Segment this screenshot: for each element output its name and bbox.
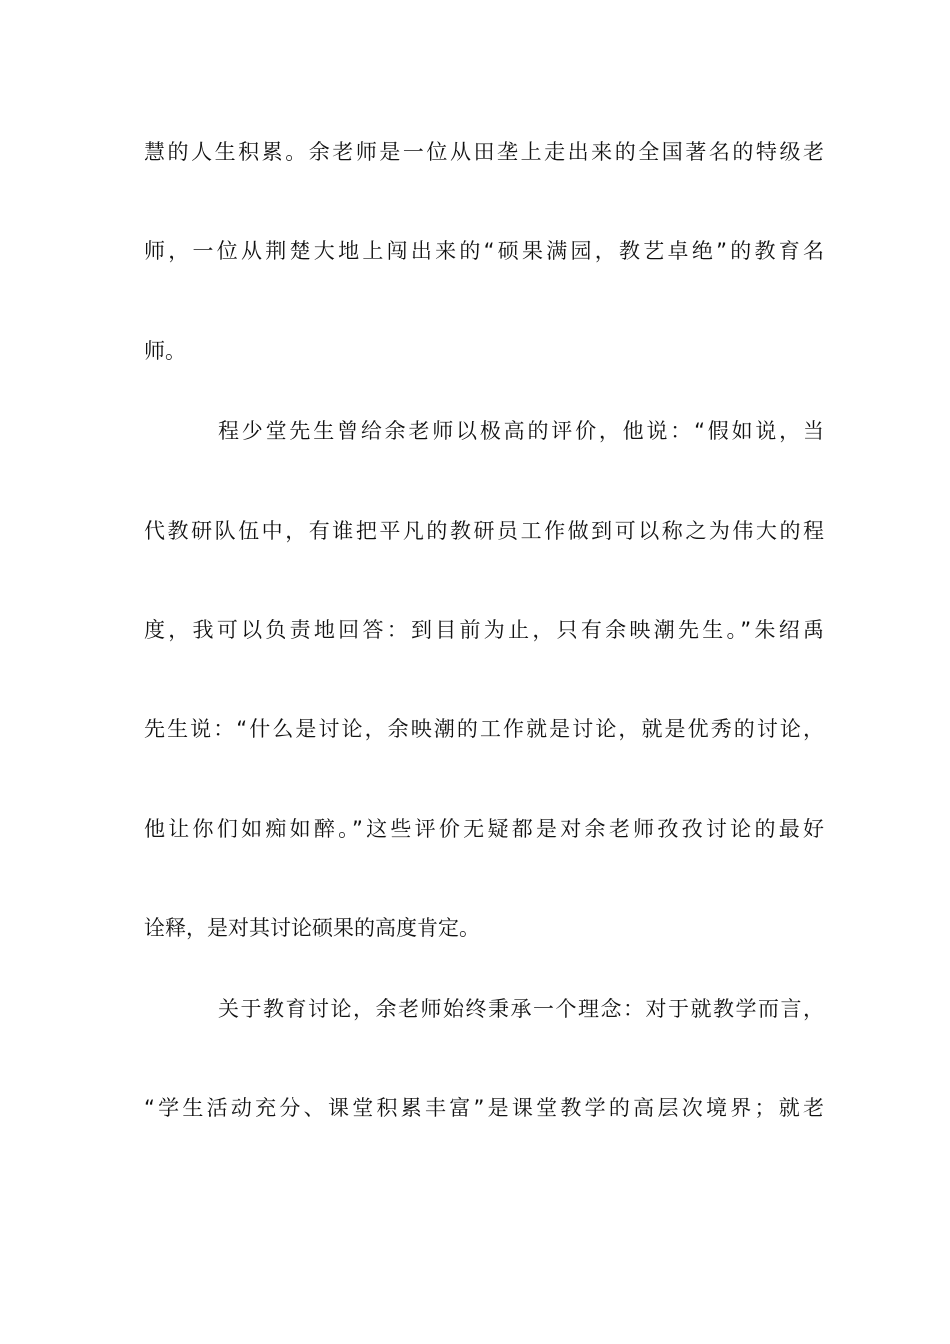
text-line-10: 关于教育讨论，余老师始终秉承一个理念：对于就教学而言， — [218, 997, 824, 1021]
text-line-5: 代教研队伍中，有谁把平凡的教研员工作做到可以称之为伟大的程 — [144, 519, 824, 543]
text-line-3: 师。 — [144, 339, 186, 363]
text-line-8: 他让你们如痴如醉。”这些评价无疑都是对余老师孜孜讨论的最好 — [144, 817, 824, 841]
text-line-2: 师，一位从荆楚大地上闯出来的“硕果满园，教艺卓绝”的教育名 — [144, 239, 824, 263]
text-line-7: 先生说：“什么是讨论，余映潮的工作就是讨论，就是优秀的讨论， — [144, 717, 824, 741]
text-line-1: 慧的人生积累。余老师是一位从田垄上走出来的全国著名的特级老 — [144, 140, 824, 164]
text-line-4: 程少堂先生曾给余老师以极高的评价，他说：“假如说，当 — [218, 419, 824, 443]
text-line-6: 度，我可以负责地回答：到目前为止，只有余映潮先生。”朱绍禹 — [144, 618, 824, 642]
text-line-9: 诠释，是对其讨论硕果的高度肯定。 — [144, 916, 480, 940]
text-line-11: “学生活动充分、课堂积累丰富”是课堂教学的高层次境界；就老 — [144, 1096, 824, 1120]
